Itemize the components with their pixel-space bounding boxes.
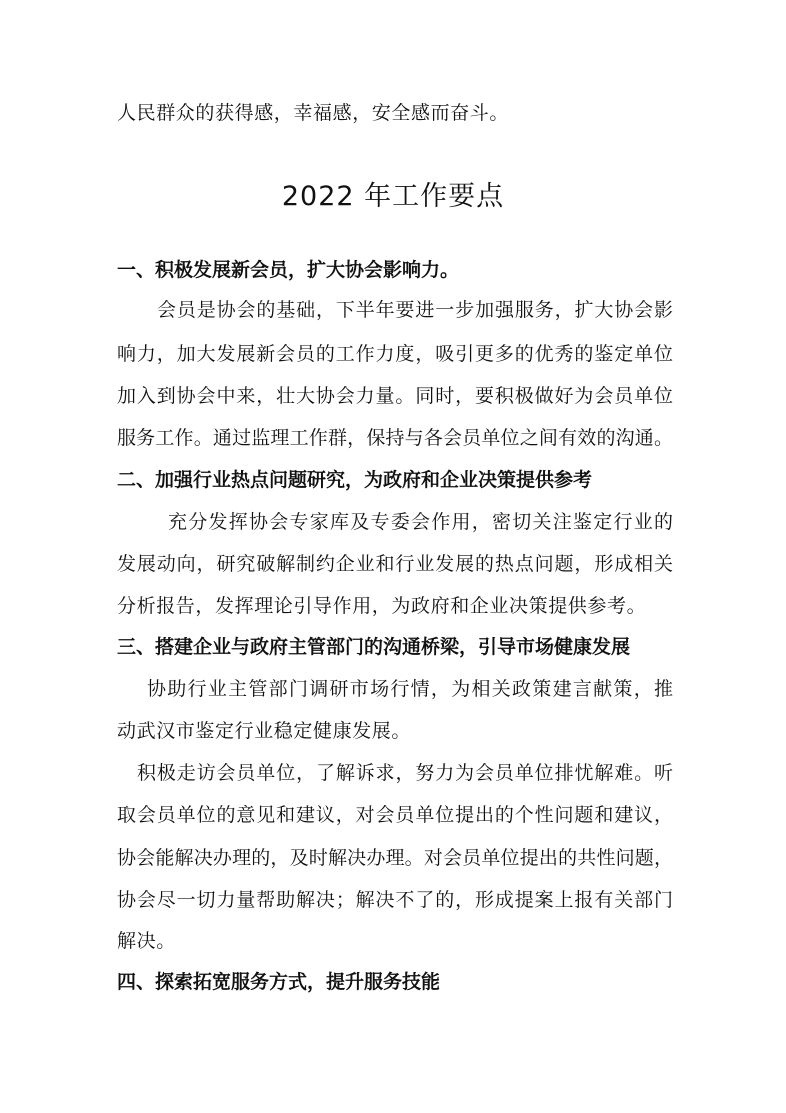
section-3-line-2: 动武汉市鉴定行业稳定健康发展。 — [117, 720, 412, 742]
section-3-line-5: 协会能解决办理的，及时解决办理。对会员单位提出的共性问题， — [117, 847, 673, 869]
section-3-line-6: 协会尽一切力量帮助解决；解决不了的，形成提案上报有关部门 — [117, 889, 673, 911]
section-4-heading: 四、探索拓宽服务方式，提升服务技能 — [117, 971, 441, 993]
section-2-heading: 二、加强行业热点问题研究，为政府和企业决策提供参考 — [117, 469, 593, 491]
section-1-line-2: 响力，加大发展新会员的工作力度，吸引更多的优秀的鉴定单位 — [117, 343, 673, 365]
section-3-heading: 三、搭建企业与政府主管部门的沟通桥梁，引导市场健康发展 — [117, 636, 631, 658]
intro-tail-line: 人民群众的获得感，幸福感，安全感而奋斗。 — [117, 102, 510, 124]
section-1-line-3: 加入到协会中来，壮大协会力量。同时，要积极做好为会员单位 — [117, 385, 673, 407]
section-1-line-4: 服务工作。通过监理工作群，保持与各会员单位之间有效的沟通。 — [117, 427, 673, 449]
section-1-line-1: 会员是协会的基础，下半年要进一步加强服务，扩大协会影 — [157, 299, 673, 321]
section-3-line-3: 积极走访会员单位，了解诉求，努力为会员单位排忧解难。听 — [137, 762, 673, 784]
section-3-line-1: 协助行业主管部门调研市场行情，为相关政策建言献策，推 — [147, 678, 673, 700]
section-2-line-1: 充分发挥协会专家库及专委会作用，密切关注鉴定行业的 — [168, 511, 673, 533]
section-3-line-7: 解决。 — [117, 930, 176, 952]
section-1-heading: 一、积极发展新会员，扩大协会影响力。 — [117, 259, 460, 281]
section-3-line-4: 取会员单位的意见和建议，对会员单位提出的个性问题和建议， — [117, 804, 673, 826]
section-2-line-2: 发展动向，研究破解制约企业和行业发展的热点问题，形成相关 — [117, 553, 673, 575]
page-title: 2022 年工作要点 — [281, 181, 505, 212]
section-2-line-3: 分析报告，发挥理论引导作用，为政府和企业决策提供参考。 — [117, 595, 647, 617]
